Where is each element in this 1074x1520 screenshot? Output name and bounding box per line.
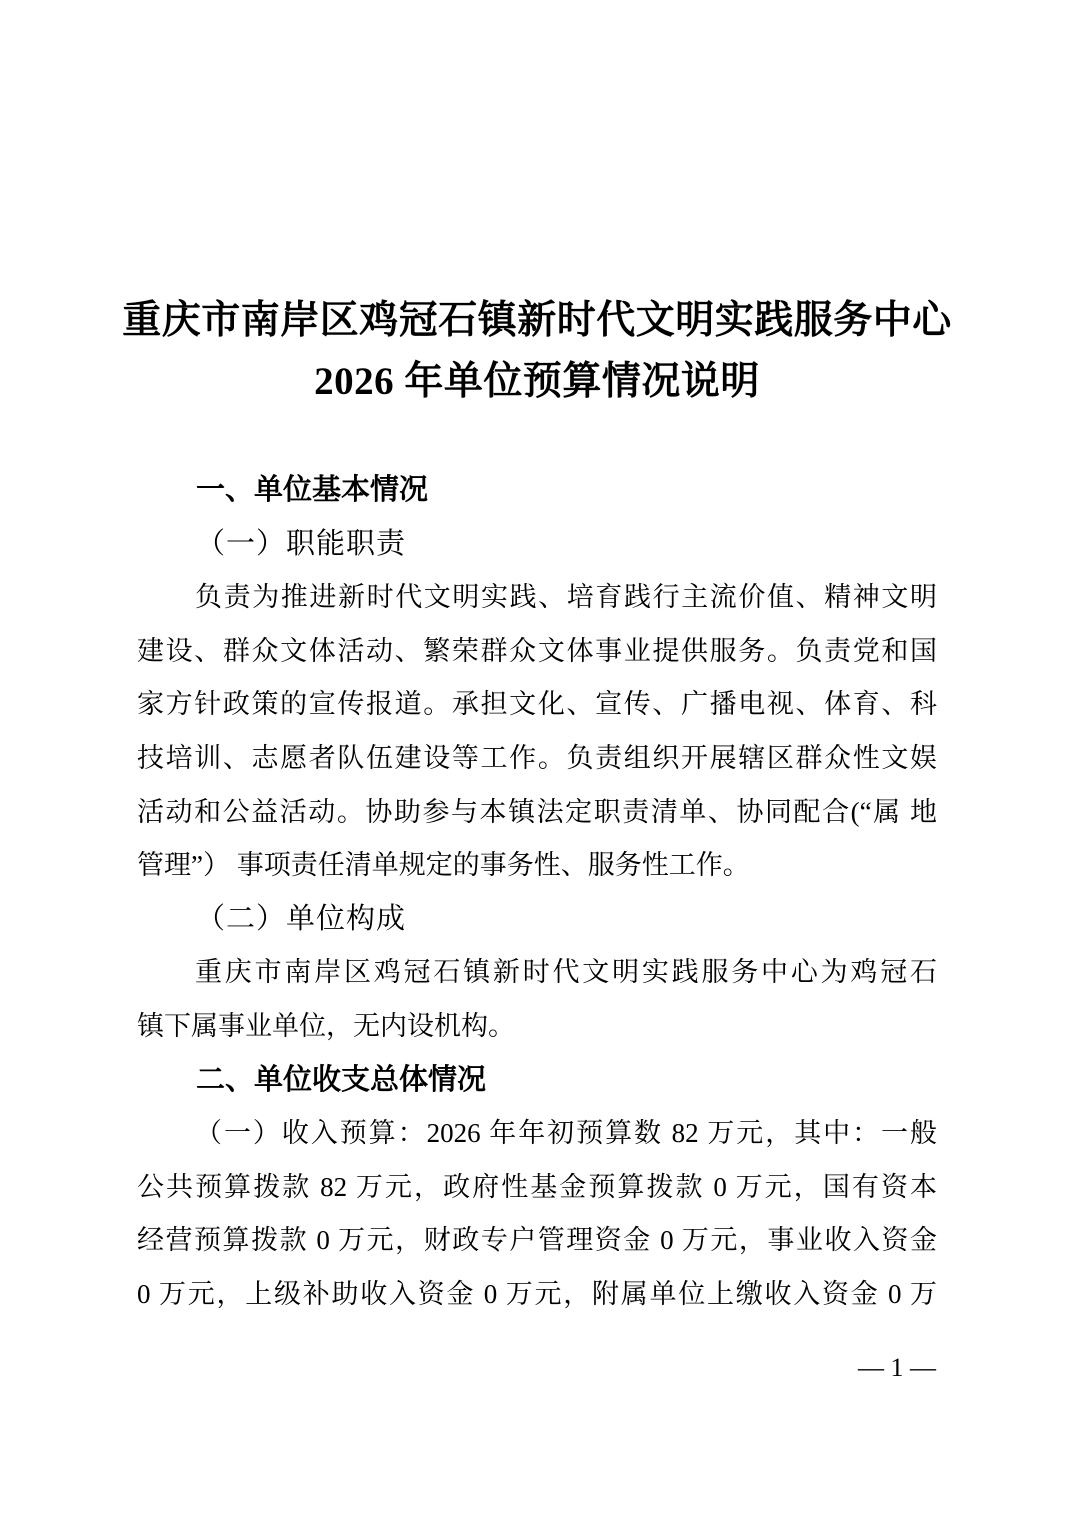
duties-paragraph-line: 活动和公益活动。协助参与本镇法定职责清单、协同配合(“属 地 — [137, 796, 937, 827]
document-body — [137, 464, 937, 1322]
page-number: — 1 — — [858, 1353, 936, 1382]
composition-paragraph-line: 重庆市南岸区鸡冠石镇新时代文明实践服务中心为鸡冠石 — [195, 957, 937, 988]
composition-paragraph-line: 镇下属事业单位，无内设机构。 — [137, 1010, 515, 1041]
subsection-heading-duties: （一）职能职责 — [196, 527, 407, 560]
income-budget-paragraph-line: （一）收入预算：2026 年年初预算数 82 万元，其中：一般 — [195, 1118, 937, 1149]
duties-paragraph-line: 负责为推进新时代文明实践、培育践行主流价值、精神文明 — [195, 582, 937, 613]
income-budget-paragraph-line: 公共预算拨款 82 万元，政府性基金预算拨款 0 万元，国有资本 — [137, 1171, 937, 1202]
income-budget-paragraph-line: 经营预算拨款 0 万元，财政专户管理资金 0 万元，事业收入资金 — [137, 1225, 937, 1256]
duties-paragraph-line: 管理”） 事项责任清单规定的事务性、服务性工作。 — [137, 850, 750, 881]
income-budget-paragraph-line: 0 万元，上级补助收入资金 0 万元，附属单位上缴收入资金 0 万 — [137, 1278, 937, 1309]
duties-paragraph-line: 建设、群众文体活动、繁荣群众文体事业提供服务。负责党和国 — [137, 635, 937, 666]
section-heading-revenue-expenditure: 二、单位收支总体情况 — [196, 1063, 487, 1096]
subsection-heading-composition: （二）单位构成 — [196, 902, 407, 935]
duties-paragraph-line: 技培训、志愿者队伍建设等工作。负责组织开展辖区群众性文娱 — [137, 742, 937, 773]
document-title-line2: 2026 年单位预算情况说明 — [314, 360, 760, 403]
duties-paragraph-line: 家方针政策的宣传报道。承担文化、宣传、广播电视、体育、科 — [137, 689, 937, 720]
document-title-line1: 重庆市南岸区鸡冠石镇新时代文明实践服务中心 — [122, 299, 952, 342]
section-heading-basic-info: 一、单位基本情况 — [196, 474, 429, 506]
